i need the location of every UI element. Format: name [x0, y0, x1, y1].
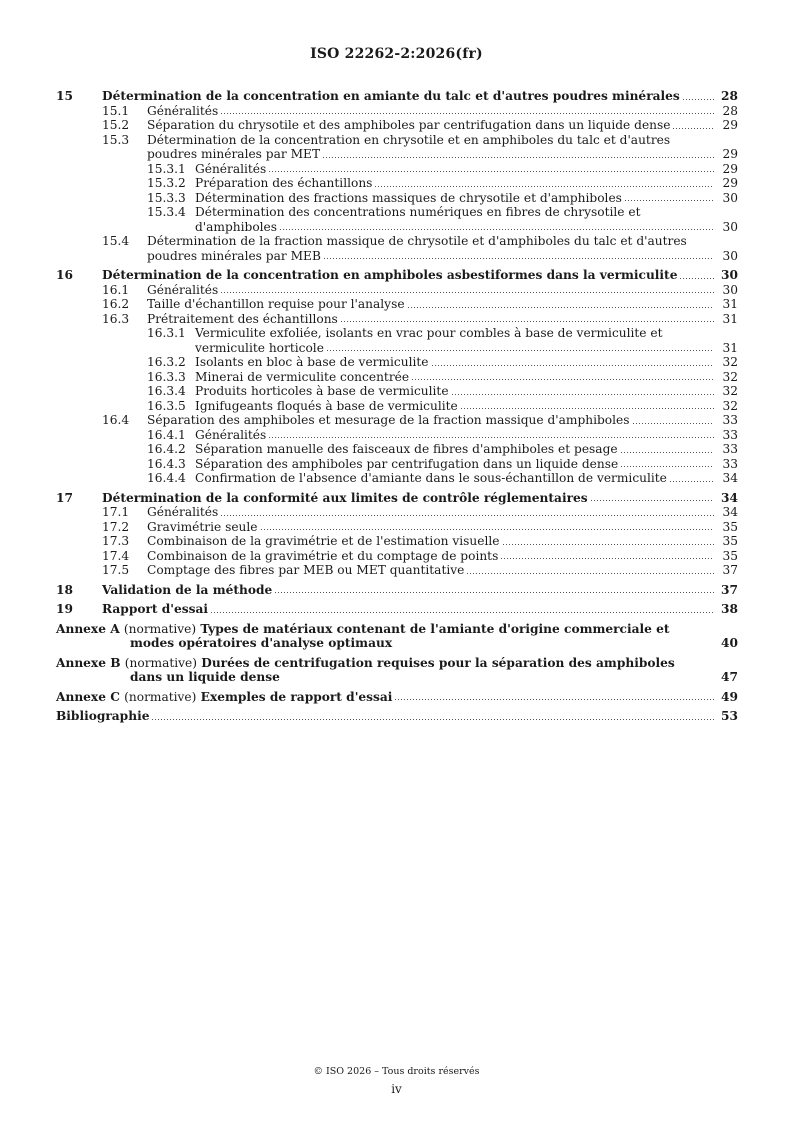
section-title[interactable] [147, 118, 716, 133]
toc-entry-line [102, 268, 716, 283]
section-title[interactable] [147, 283, 716, 298]
dot-leader [669, 480, 714, 483]
section-title[interactable] [195, 428, 716, 443]
section-number: 16 [56, 268, 73, 282]
page-ref: 29 [722, 161, 738, 176]
toc-entry-line [102, 89, 716, 104]
dot-leader [322, 156, 714, 159]
dot-leader [374, 185, 714, 188]
toc-entry[interactable] [56, 176, 738, 191]
section-number: 15.3.2 [147, 176, 186, 190]
section-title[interactable] [195, 471, 716, 486]
page-ref: 34 [722, 471, 738, 485]
section-title[interactable] [147, 534, 716, 549]
section-title[interactable] [147, 312, 716, 327]
toc-entry-line [195, 191, 716, 206]
page-ref: 30 [722, 190, 738, 205]
toc-entry-text: Détermination des concentrations numériques en fibres de chrysotile et [195, 205, 641, 219]
toc-entry-line [147, 104, 716, 119]
dot-leader [323, 257, 714, 260]
dot-leader [326, 349, 714, 352]
toc-entry[interactable] [56, 162, 738, 177]
dot-leader [279, 228, 714, 231]
section-title[interactable] [147, 413, 716, 428]
dot-leader [210, 611, 714, 614]
toc-entry-line [147, 297, 716, 312]
section-title[interactable] [102, 491, 716, 506]
page-ref: 32 [722, 398, 738, 413]
section-number: 17.2 [102, 519, 130, 534]
toc-entry[interactable] [56, 505, 738, 520]
page-ref: 31 [722, 340, 738, 355]
annex-title[interactable] [56, 690, 716, 705]
dot-leader [500, 557, 714, 560]
toc-entry-line [195, 428, 716, 443]
toc-entry-line [147, 563, 716, 578]
section-title[interactable] [102, 89, 716, 104]
toc-entry-text: poudres minérales par MET [147, 147, 321, 161]
toc-entry-text: Généralités [195, 427, 267, 442]
toc-entry-line [147, 520, 716, 535]
annex-type: (normative) [124, 689, 197, 704]
section-title[interactable] [147, 520, 716, 535]
page-ref: 35 [722, 519, 738, 534]
dot-leader [220, 291, 714, 294]
section-title[interactable] [195, 442, 716, 457]
toc-entry-line [102, 491, 716, 506]
dot-leader [394, 698, 714, 701]
section-title[interactable] [102, 268, 716, 283]
toc-entry[interactable] [56, 297, 738, 312]
toc-entry[interactable] [56, 442, 738, 457]
section-number: 16.3.4 [147, 384, 186, 398]
toc-entry-text [130, 670, 280, 684]
page-ref: 32 [722, 369, 738, 384]
page-ref: 32 [722, 355, 738, 369]
toc-entry-text: Gravimétrie seule [147, 519, 258, 534]
page-ref: 33 [722, 442, 738, 456]
toc-entry-line [147, 549, 716, 564]
section-title[interactable] [147, 234, 716, 263]
toc-entry-text: Généralités [147, 282, 219, 297]
toc-entry-line [56, 622, 716, 637]
dot-leader [590, 499, 714, 502]
copyright-notice: © ISO 2026 – Tous droits réservés [313, 1066, 480, 1077]
toc-entry[interactable] [56, 205, 738, 234]
dot-leader [407, 306, 714, 309]
page-ref: 30 [722, 219, 738, 234]
annex-type: (normative) [123, 621, 197, 636]
page-ref: 33 [722, 427, 738, 442]
annex-text: Durées de centrifugation requises pour la séparation des amphiboles [201, 655, 675, 670]
section-title[interactable] [147, 505, 716, 520]
toc-entry-text: Comptage des fibres par MEB ou MET quantitative [147, 563, 465, 577]
toc-entry-line [195, 370, 716, 385]
section-number: 16.3 [102, 311, 130, 326]
toc-entry-line [147, 413, 716, 428]
toc-entry-text: Détermination de la concentration en chrysotile et en amphiboles du talc et d'autres [147, 132, 671, 147]
toc-entry[interactable] [56, 471, 738, 486]
section-number: 16.4.1 [147, 427, 186, 442]
dot-leader [268, 170, 714, 173]
toc-entry[interactable] [56, 133, 738, 162]
section-title[interactable] [195, 457, 716, 472]
page-ref: 29 [722, 147, 738, 161]
annex-text: dans un liquide dense [130, 670, 280, 684]
toc-entry-text: Prétraitement des échantillons [147, 311, 338, 326]
section-title[interactable] [147, 133, 716, 162]
page-ref: 37 [721, 582, 738, 597]
section-number: 16.4.4 [147, 471, 186, 485]
toc-annex-entry[interactable] [56, 690, 738, 705]
toc-entry-text [56, 690, 392, 705]
dot-leader [260, 528, 714, 531]
section-title[interactable] [147, 563, 716, 578]
toc-entry-line [195, 341, 716, 356]
dot-leader [632, 422, 714, 425]
toc-entry-line [195, 355, 716, 370]
toc-entry[interactable] [56, 268, 738, 283]
section-title[interactable] [102, 583, 716, 598]
toc-entry-text: Préparation des échantillons [195, 176, 373, 190]
section-number: 15 [56, 89, 73, 103]
dot-leader [620, 451, 714, 454]
page-ref: 35 [722, 534, 738, 548]
toc-entry-line [147, 249, 716, 264]
section-number: 15.2 [102, 118, 130, 132]
toc-annex-entry[interactable] [56, 656, 738, 685]
section-title[interactable] [147, 104, 716, 119]
toc-entry[interactable] [56, 384, 738, 399]
annex-label: Annexe C [56, 689, 120, 704]
annex-title[interactable] [56, 656, 716, 685]
section-title[interactable] [195, 162, 716, 177]
page-ref: 53 [721, 709, 738, 723]
section-title[interactable] [195, 355, 716, 370]
section-title[interactable] [195, 326, 716, 355]
toc-entry-text: Produits horticoles à base de vermiculite [195, 384, 449, 398]
toc-entry[interactable] [56, 312, 738, 327]
page-ref: 33 [722, 456, 738, 471]
dot-leader [431, 364, 714, 367]
page-ref: 31 [722, 311, 738, 326]
page-ref: 28 [721, 89, 738, 103]
toc-entry-line [130, 670, 716, 685]
section-number: 16.3.1 [147, 326, 186, 340]
annex-label: Annexe B [56, 655, 121, 670]
toc-entry-line [102, 602, 716, 617]
page-ref: 33 [722, 413, 738, 427]
toc-entry-text: Ignifugeants floqués à base de vermiculite [195, 398, 458, 413]
section-number: 16.3.5 [147, 398, 186, 413]
toc-entry[interactable] [56, 370, 738, 385]
toc-entry-text: Rapport d'essai [102, 602, 209, 616]
section-number: 15.3.3 [147, 190, 186, 205]
annex-label: Annexe A [56, 621, 120, 636]
toc-entry-text: Détermination de la fraction massique de chrysotile et d'amphiboles du talc et d'autres [147, 234, 687, 248]
toc-entry-line [102, 583, 716, 598]
toc-bibliography-entry[interactable] [56, 709, 738, 724]
section-number: 16.1 [102, 282, 130, 297]
dot-leader [466, 572, 714, 575]
section-title[interactable] [195, 399, 716, 414]
page-ref: 35 [722, 548, 738, 563]
toc-entry-line [56, 709, 716, 724]
toc-entry-line [195, 176, 716, 191]
page-ref: 30 [722, 282, 738, 297]
dot-leader [151, 718, 714, 721]
toc-entry-text: Bibliographie [56, 709, 150, 723]
dot-leader [624, 199, 714, 202]
toc-entry[interactable] [56, 549, 738, 564]
dot-leader [274, 591, 714, 594]
toc-entry-line [195, 457, 716, 472]
page-ref: 40 [721, 636, 738, 650]
toc-entry-text: Combinaison de la gravimétrie et de l'estimation visuelle [147, 534, 500, 548]
section-number: 15.1 [102, 103, 130, 118]
toc-entry-line [195, 442, 716, 457]
toc-entry-line [147, 505, 716, 520]
toc-entry-text: Généralités [195, 161, 267, 176]
toc-entry-text: Taille d'échantillon requise pour l'analyse [147, 297, 405, 311]
page-ref: 32 [722, 384, 738, 398]
section-number: 16.3.2 [147, 355, 186, 369]
section-title[interactable] [147, 549, 716, 564]
toc-entry-text: vermiculite horticole [195, 340, 324, 355]
toc-entry-text: Combinaison de la gravimétrie et du comptage de points [147, 548, 499, 563]
toc-entry-text: Validation de la méthode [102, 582, 273, 597]
toc-entry[interactable] [56, 428, 738, 443]
page-ref: 28 [722, 103, 738, 118]
toc-entry[interactable] [56, 234, 738, 263]
page-ref: 29 [722, 118, 738, 132]
dot-leader [679, 277, 714, 280]
toc-entry[interactable] [56, 520, 738, 535]
toc-entry-text: d'amphiboles [195, 219, 278, 234]
section-number: 17.5 [102, 563, 130, 577]
toc-entry-text: Isolants en bloc à base de vermiculite [195, 355, 429, 369]
bibliography-title[interactable] [56, 709, 716, 724]
section-title[interactable] [195, 205, 716, 234]
toc-entry-line [56, 656, 716, 671]
section-number: 16.2 [102, 297, 130, 311]
toc-entry[interactable] [56, 413, 738, 428]
toc-entry-line [195, 384, 716, 399]
toc-entry-line [195, 399, 716, 414]
page-ref: 30 [722, 248, 738, 263]
toc-entry-line [195, 162, 716, 177]
section-number: 16.4 [102, 413, 130, 427]
toc-entry-text: Minerai de vermiculite concentrée [195, 369, 410, 384]
toc-entry[interactable] [56, 534, 738, 549]
toc-entry-text: poudres minérales par MEB [147, 248, 321, 263]
dot-leader [682, 98, 714, 101]
toc-entry[interactable] [56, 104, 738, 119]
toc-entry[interactable] [56, 563, 738, 578]
dot-leader [672, 127, 714, 130]
toc-entry[interactable] [56, 355, 738, 370]
toc-entry-text: Confirmation de l'absence d'amiante dans le sous-échantillon de vermiculite [195, 471, 667, 485]
section-number: 15.3 [102, 132, 130, 147]
toc-entry[interactable] [56, 399, 738, 414]
toc-entry-text: Séparation des amphiboles et mesurage de la fraction massique d'amphiboles [147, 413, 630, 427]
page-ref: 29 [722, 176, 738, 190]
section-number: 17.1 [102, 505, 130, 519]
document-header: ISO 22262-2:2026(fr) [310, 46, 483, 62]
toc-entry-line [147, 534, 716, 549]
toc-entry-text: Séparation manuelle des faisceaux de fibres d'amphiboles et pesage [195, 442, 618, 456]
annex-text: modes opératoires d'analyse optimaux [130, 636, 393, 650]
toc-entry-line [147, 147, 716, 162]
toc-entry-text [130, 636, 392, 650]
dot-leader [268, 436, 714, 439]
section-number: 16.4.2 [147, 442, 186, 456]
section-title[interactable] [147, 297, 716, 312]
section-number: 18 [56, 582, 73, 597]
section-number: 17.4 [102, 548, 130, 563]
dot-leader [620, 465, 714, 468]
page-ref: 37 [722, 563, 738, 577]
toc-entry-text: Détermination des fractions massiques de chrysotile et d'amphiboles [195, 190, 622, 205]
page-ref: 34 [722, 505, 738, 519]
section-number: 19 [56, 602, 73, 616]
section-title[interactable] [195, 176, 716, 191]
toc-entry-text: Vermiculite exfoliée, isolants en vrac pour combles à base de vermiculite et [195, 326, 663, 340]
toc-entry-line [195, 471, 716, 486]
page-footer [0, 1066, 793, 1095]
toc-entry-text: Détermination de la concentration en amiante du talc et d'autres poudres minérales [102, 89, 680, 103]
toc-entry-line [56, 690, 716, 705]
page-ref: 34 [721, 490, 738, 505]
toc-entry-line [147, 283, 716, 298]
toc-entry[interactable] [56, 583, 738, 598]
page-ref: 30 [721, 268, 738, 282]
section-title[interactable] [195, 191, 716, 206]
section-title[interactable] [195, 370, 716, 385]
annex-type: (normative) [124, 655, 197, 670]
section-number: 16.4.3 [147, 456, 186, 471]
toc-entry-text: Séparation du chrysotile et des amphiboles par centrifugation dans un liquide dense [147, 118, 671, 132]
dot-leader [220, 112, 714, 115]
toc-entry[interactable] [56, 118, 738, 133]
toc-entry-line [147, 312, 716, 327]
section-number: 17.3 [102, 534, 130, 548]
toc-entry-text: Détermination de la conformité aux limites de contrôle réglementaires [102, 490, 588, 505]
toc-entry-text: Détermination de la concentration en amphiboles asbestiformes dans la vermiculite [102, 268, 678, 282]
toc-entry-text: Généralités [147, 505, 219, 519]
annex-text: Types de matériaux contenant de l'amiante d'origine commerciale et [200, 621, 670, 636]
dot-leader [411, 378, 714, 381]
page-number: iv [391, 1082, 402, 1096]
page-ref: 31 [722, 297, 738, 311]
dot-leader [502, 543, 715, 546]
dot-leader [220, 514, 714, 517]
section-title[interactable] [102, 602, 716, 617]
toc-entry[interactable] [56, 491, 738, 506]
toc-entry-line [195, 220, 716, 235]
toc-entry[interactable] [56, 602, 738, 617]
dot-leader [340, 320, 714, 323]
toc-entry[interactable] [56, 457, 738, 472]
toc-entry[interactable] [56, 283, 738, 298]
page-ref: 38 [721, 602, 738, 616]
toc-entry[interactable] [56, 89, 738, 104]
page-ref: 49 [721, 689, 738, 704]
section-number: 15.4 [102, 234, 130, 248]
toc-entry-text: Séparation des amphiboles par centrifugation dans un liquide dense [195, 456, 619, 471]
table-of-contents [56, 84, 738, 724]
annex-title[interactable] [56, 622, 716, 651]
dot-leader [451, 393, 714, 396]
page-ref: 47 [721, 670, 738, 684]
section-number: 17 [56, 490, 73, 505]
section-title[interactable] [195, 384, 716, 399]
section-number: 15.3.4 [147, 205, 186, 219]
toc-entry[interactable] [56, 326, 738, 355]
toc-entry[interactable] [56, 191, 738, 206]
section-number: 15.3.1 [147, 161, 186, 176]
annex-text: Exemples de rapport d'essai [200, 689, 393, 704]
toc-annex-entry[interactable] [56, 622, 738, 651]
section-number: 16.3.3 [147, 369, 186, 384]
dot-leader [460, 407, 714, 410]
toc-entry-text: Généralités [147, 103, 219, 118]
toc-entry-line [130, 636, 716, 651]
toc-entry-line [147, 118, 716, 133]
